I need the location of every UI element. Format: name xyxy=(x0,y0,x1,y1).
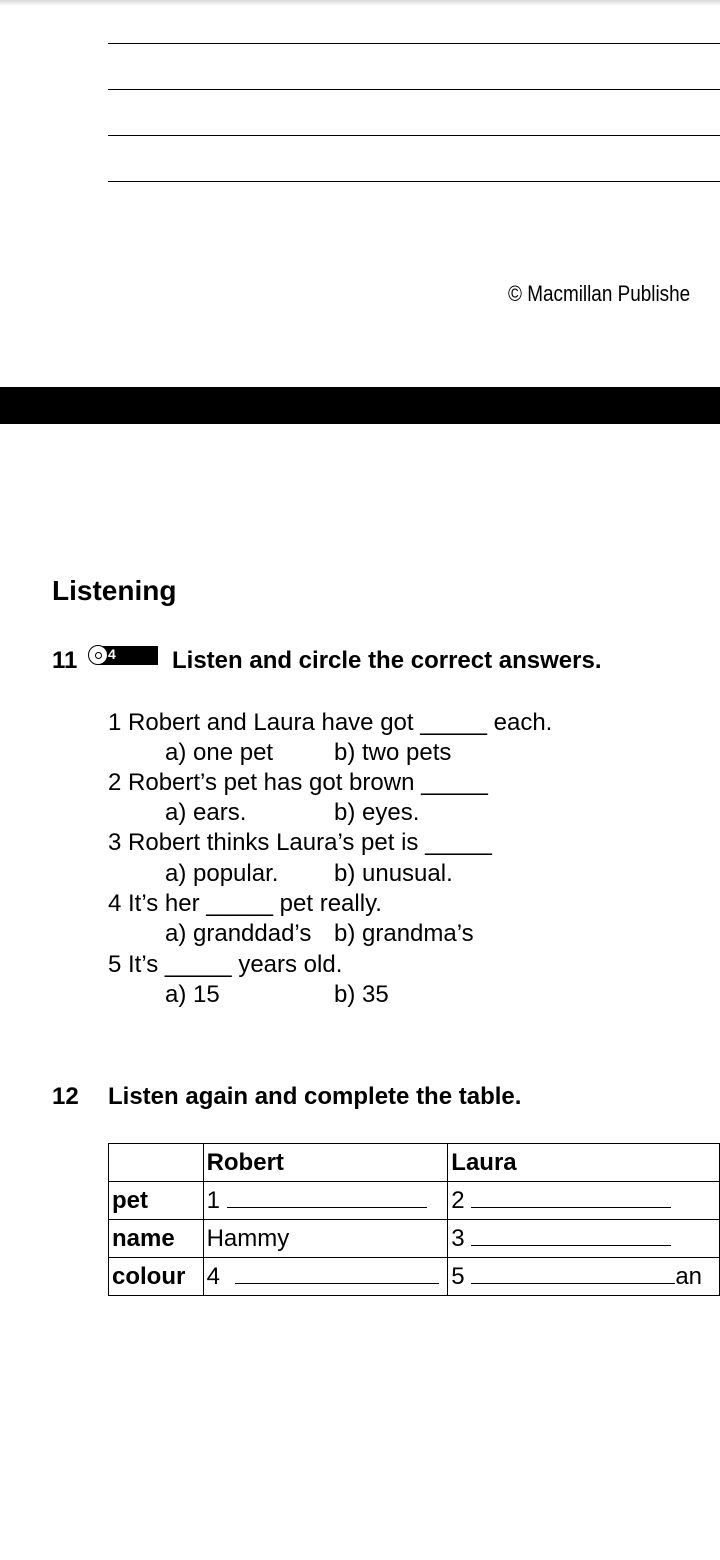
answer-number: 2 xyxy=(451,1186,465,1214)
exercise-number: 11 xyxy=(52,647,78,674)
page-separator-band xyxy=(0,387,720,424)
cd-icon xyxy=(88,645,108,665)
writing-line xyxy=(108,135,720,136)
question-1-option-b: b) two pets xyxy=(334,739,452,766)
exercise-instruction: Listen and circle the correct answers. xyxy=(172,647,602,674)
table-header-cell: Robert xyxy=(203,1144,448,1182)
writing-line xyxy=(108,181,720,182)
table-row xyxy=(109,1220,720,1258)
answer-blank[interactable] xyxy=(227,1189,427,1208)
question-5-option-b: b) 35 xyxy=(334,981,389,1008)
answer-suffix: an xyxy=(675,1262,703,1290)
question-5-option-a: a) 15 xyxy=(165,981,220,1008)
table-cell: Hammy xyxy=(203,1220,448,1258)
answer-cell[interactable] xyxy=(203,1258,448,1296)
question-4-option-a: a) granddad’s xyxy=(165,920,312,947)
question-2-option-a: a) ears. xyxy=(165,799,247,826)
question-2: 2 Robert’s pet has got brown _____ xyxy=(108,769,488,796)
answer-table xyxy=(108,1143,720,1296)
question-3-option-a: a) popular. xyxy=(165,860,279,887)
answer-blank[interactable] xyxy=(471,1189,671,1208)
row-label: colour xyxy=(109,1258,204,1296)
table-row xyxy=(109,1258,720,1296)
section-title: Listening xyxy=(52,575,177,606)
answer-cell[interactable] xyxy=(448,1220,720,1258)
table-row xyxy=(109,1182,720,1220)
writing-line xyxy=(108,43,720,44)
question-3: 3 Robert thinks Laura’s pet is _____ xyxy=(108,829,492,856)
row-label: name xyxy=(109,1220,204,1258)
exercise-instruction: Listen again and complete the table. xyxy=(108,1083,522,1110)
answer-blank[interactable] xyxy=(471,1265,675,1284)
writing-line xyxy=(108,89,720,90)
table-header-row xyxy=(109,1144,720,1182)
question-1-option-a: a) one pet xyxy=(165,739,274,766)
answer-number: 3 xyxy=(451,1224,465,1252)
question-1: 1 Robert and Laura have got _____ each. xyxy=(108,709,553,736)
question-4-option-b: b) grandma’s xyxy=(334,920,474,947)
question-5: 5 It’s _____ years old. xyxy=(108,951,343,978)
table-header-cell xyxy=(109,1144,204,1182)
answer-number: 5 xyxy=(451,1262,465,1290)
answer-number: 4 xyxy=(206,1262,220,1290)
question-2-option-b: b) eyes. xyxy=(334,799,420,826)
table-header-cell: Laura xyxy=(448,1144,720,1182)
answer-cell[interactable] xyxy=(448,1258,720,1296)
track-number: 4 xyxy=(108,646,116,662)
row-label: pet xyxy=(109,1182,204,1220)
copyright-notice: © Macmillan Publishe xyxy=(508,281,691,306)
question-3-option-b: b) unusual. xyxy=(334,860,453,887)
answer-number: 1 xyxy=(206,1186,220,1214)
answer-cell[interactable] xyxy=(203,1182,448,1220)
question-4: 4 It’s her _____ pet really. xyxy=(108,890,382,917)
answer-blank[interactable] xyxy=(235,1265,439,1284)
page-top-shadow xyxy=(0,0,720,6)
exercise-number: 12 xyxy=(52,1083,79,1110)
answer-cell[interactable] xyxy=(448,1182,720,1220)
cd-track-badge xyxy=(88,645,158,667)
answer-blank[interactable] xyxy=(471,1227,671,1246)
